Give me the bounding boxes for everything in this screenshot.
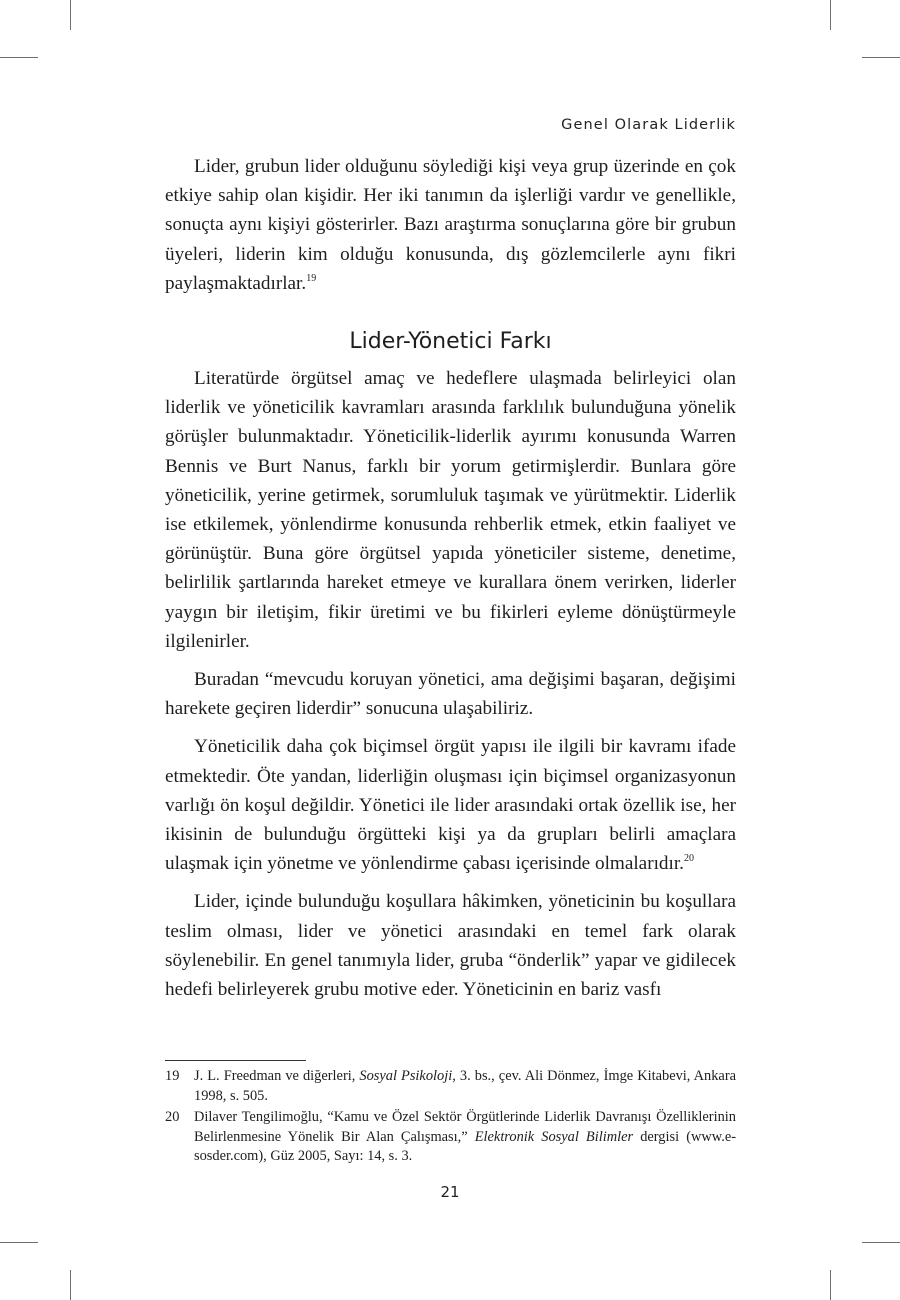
paragraph (165, 665, 736, 723)
footnote-text-part: J. L. Freedman ve diğerleri, (194, 1068, 360, 1084)
footnote-number: 20 (165, 1109, 180, 1126)
paragraph-text: Lider, grubun lider olduğunu söylediği kişi veya grup üzerinde en çok etkiye sahip olan kişidir. Her iki tanımın da işlerliği vardır ve genellikle, sonuçta aynı kişiyi gösterirler. Bazı araştırma sonuçlarına göre bir grubun üyeleri, liderin kim olduğu konusunda, dış gözlemcilerle aynı fikri paylaşmaktadırlar. (165, 156, 736, 294)
footnotes (165, 1067, 736, 1169)
paragraph-text: Yöneticilik daha çok biçimsel örgüt yapısı ile ilgili bir kavramı ifade etmektedir. Öte yandan, liderliğin oluşması için biçimsel organizasyonun varlığı ön koşul değildir. Yönetici ile lider arasındaki ortak özellik ise, her ikisinin de bulunduğu örgütteki kişi ya da grupları belirli amaçlara ulaşmak için yönetme ve yönlendirme çabası içerisinde olmalarıdır. (165, 736, 736, 875)
section-heading: Lider-Yönetici Farkı (349, 329, 552, 355)
intro-paragraph (165, 152, 736, 298)
crop-mark (830, 1270, 831, 1300)
paragraph (165, 732, 736, 878)
footnote (165, 1067, 736, 1106)
footnote-ref[interactable]: 19 (306, 272, 317, 284)
paragraph-text: Buradan “mevcudu koruyan yönetici, ama değişimi başaran, değişimi harekete geçiren liderdir” sonucuna ulaşabiliriz. (165, 669, 736, 720)
footnote-title: Sosyal Psikoloji (359, 1068, 453, 1084)
footnote-text (194, 1067, 736, 1106)
running-head: Genel Olarak Liderlik (561, 117, 736, 133)
crop-mark (0, 1242, 38, 1243)
page-number: 21 (440, 1183, 460, 1201)
footnote-number: 19 (165, 1068, 180, 1084)
crop-mark (862, 1242, 900, 1243)
footnote-text (194, 1108, 736, 1167)
footnote-divider (165, 1060, 306, 1061)
footnote (165, 1108, 736, 1167)
footnote-title: Elektronik Sosyal Bilimler (474, 1128, 634, 1145)
crop-mark (862, 57, 900, 58)
footnote-text-part: , 3. bs., çev. Ali Dönmez, İmge Kitabevi, Ankara 1998, s. 505. (194, 1068, 736, 1104)
footnote-text-part: Dilaver Tengilimoğlu, “Kamu ve Özel Sektör Örgütlerinde Liderlik Davranışı Özelliklerinin Belirlenmesine Yönelik Bir Alan Çalışması,” (194, 1109, 736, 1145)
crop-mark (830, 0, 831, 30)
paragraph-text: Lider, içinde bulunduğu koşullara hâkimken, yöneticinin bu koşullara teslim olması, lider ve yönetici arasındaki en temel fark olarak söylenebilir. En genel tanımıyla lider, gruba “önderlik” yapar ve gidilecek hedefi belirleyerek grubu motive eder. Yöneticinin en bariz vasfı (165, 891, 736, 1001)
paragraph (165, 887, 736, 1004)
paragraph (165, 364, 736, 656)
paragraph-text: Literatürde örgütsel amaç ve hedeflere ulaşmada belirleyici olan liderlik ve yöneticilik kavramları arasında farklılık bulunduğuna yönelik görüşler bulunmaktadır. Yöneticilik-liderlik ayırımı konusunda Warren Bennis ve Burt Nanus, farklı bir yorum getirmişlerdir. Bunlara göre yöneticilik, yerine getirmek, sorumluluk taşımak ve yürütmektir. Liderlik ise etkilemek, yönlendirme konusunda rehberlik etmek, etkin faaliyet ve görünüştür. Buna göre örgütsel yapıda yöneticiler sisteme, denetime, belirlilik şartlarında hareket etmeye ve kurallara önem verirken, liderler yaygın bir iletişim, fikir üretimi ve bu fikirleri eyleme dönüştürmeyle ilgilenirler. (165, 368, 736, 652)
body-text (165, 152, 736, 1013)
crop-mark (0, 57, 38, 58)
footnote-text-part: dergisi (www.e-sosder.com), Güz 2005, Sayı: 14, s. 3. (194, 1128, 737, 1165)
footnote-ref[interactable]: 20 (683, 853, 694, 865)
crop-mark (70, 1270, 71, 1300)
crop-mark (70, 0, 71, 30)
